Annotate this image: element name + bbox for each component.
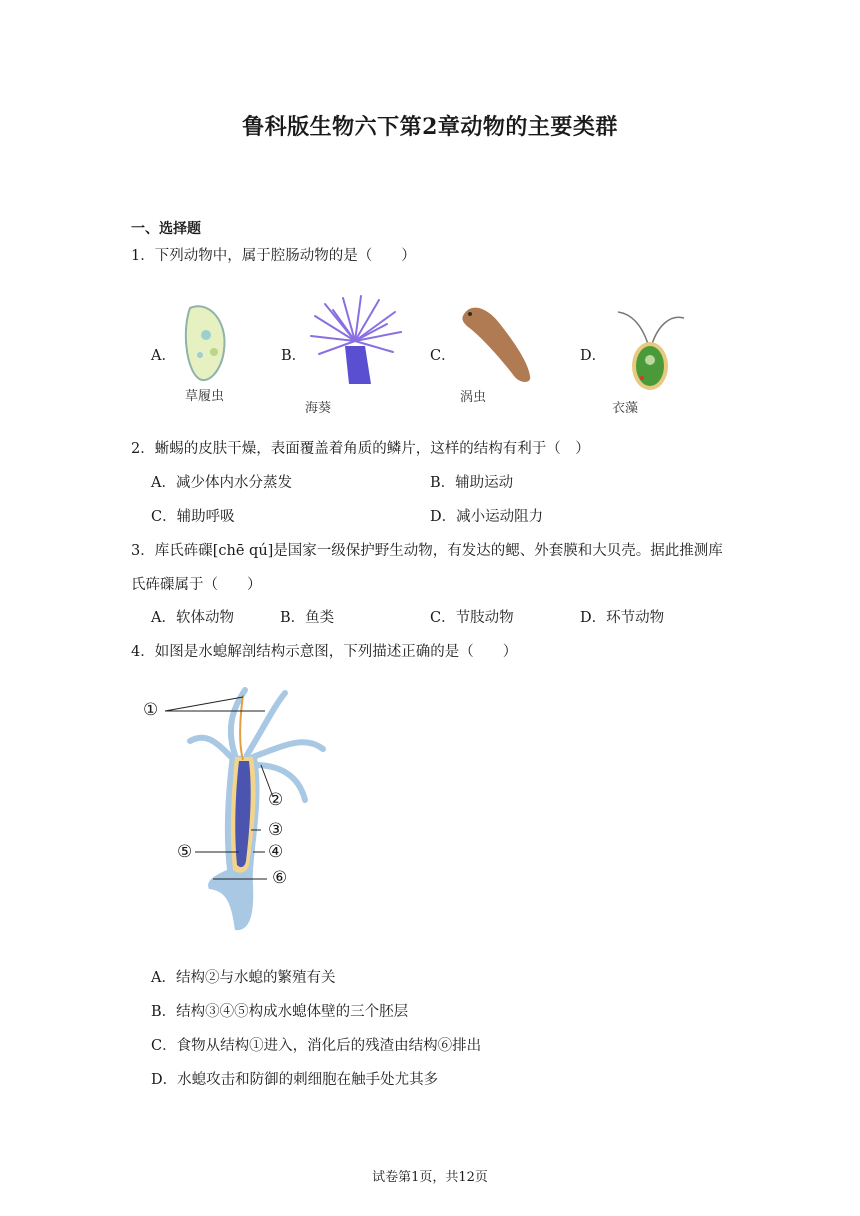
q4-option-d[interactable]: D．水螅攻击和防御的刺细胞在触手处尤其多 xyxy=(151,1072,439,1088)
q3-option-a[interactable]: A．软体动物 xyxy=(151,610,234,626)
q3-option-c[interactable]: C．节肢动物 xyxy=(430,610,514,626)
q1-option-a-label[interactable]: A． xyxy=(151,348,176,364)
q1-option-d-label[interactable]: D． xyxy=(580,348,607,364)
hydra-label-2: ② xyxy=(268,790,284,810)
q4-option-b[interactable]: B．结构③④⑤构成水螅体壁的三个胚层 xyxy=(151,1004,409,1020)
q1-option-c-caption: 涡虫 xyxy=(460,390,487,405)
hydra-label-5: ⑤ xyxy=(177,842,193,862)
question-4-stem: 4．如图是水螅解剖结构示意图，下列描述正确的是（ ） xyxy=(131,644,518,660)
q3-option-b[interactable]: B．鱼类 xyxy=(280,610,335,626)
question-1-stem: 1．下列动物中，属于腔肠动物的是（ ） xyxy=(131,248,416,264)
q1-option-c-label[interactable]: C． xyxy=(430,348,456,364)
page-footer: 试卷第1页，共12页 xyxy=(372,1170,488,1185)
planarian-illustration xyxy=(458,302,538,384)
q4-option-c[interactable]: C．食物从结构①进入，消化后的残渣由结构⑥排出 xyxy=(151,1038,482,1054)
section-heading: 一、选择题 xyxy=(131,221,201,237)
question-2-stem: 2．蜥蜴的皮肤干燥，表面覆盖着角质的鳞片，这样的结构有利于（ ） xyxy=(131,441,590,457)
chlamydomonas-illustration xyxy=(612,306,690,394)
hydra-label-1: ① xyxy=(143,700,159,720)
hydra-label-6: ⑥ xyxy=(272,868,288,888)
question-3-stem-line2: 氏砗磲属于（ ） xyxy=(131,577,262,593)
question-3-stem-line1: 3．库氏砗磲[chē qú]是国家一级保护野生动物，有发达的鳃、外套膜和大贝壳。据此推测库 xyxy=(131,543,723,559)
q2-option-a[interactable]: A．减少体内水分蒸发 xyxy=(151,475,292,491)
hydra-label-3: ③ xyxy=(268,820,284,840)
hydra-diagram-leaders xyxy=(135,685,335,940)
q2-option-c[interactable]: C．辅助呼吸 xyxy=(151,509,235,525)
q1-option-b-caption: 海葵 xyxy=(305,401,332,416)
q1-option-d-caption: 衣藻 xyxy=(612,401,639,416)
q3-option-d[interactable]: D．环节动物 xyxy=(580,610,665,626)
q2-option-b[interactable]: B．辅助运动 xyxy=(430,475,514,491)
q1-option-a-caption: 草履虫 xyxy=(185,389,225,404)
q2-option-d[interactable]: D．减小运动阻力 xyxy=(430,509,544,525)
hydra-label-4: ④ xyxy=(268,842,284,862)
sea-anemone-illustration xyxy=(305,296,405,391)
q4-option-a[interactable]: A．结构②与水螅的繁殖有关 xyxy=(151,970,336,986)
page-title: 鲁科版生物六下第2章动物的主要类群 xyxy=(242,114,618,140)
paramecium-illustration xyxy=(178,300,238,388)
q1-option-b-label[interactable]: B． xyxy=(281,348,307,364)
